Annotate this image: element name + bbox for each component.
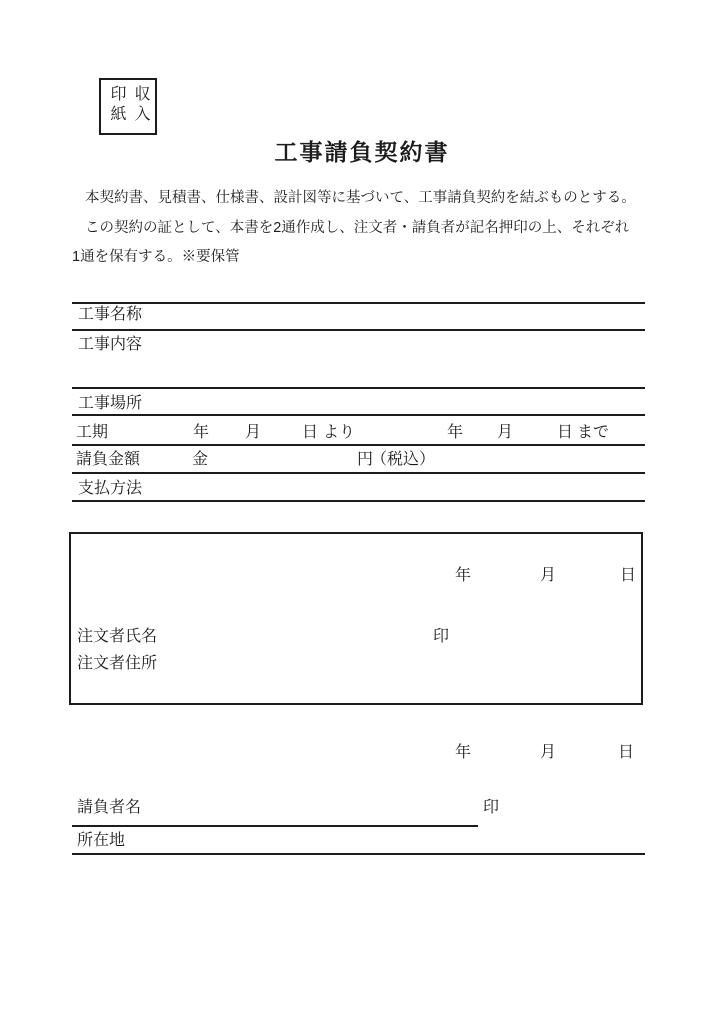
field-divider (72, 500, 645, 502)
intro-paragraph (72, 184, 652, 273)
field-divider (72, 302, 645, 304)
intro-line-1: 本契約書、見積書、仕様書、設計図等に基づいて、工事請負契約を結ぶものとする。 (85, 190, 636, 206)
orderer-date-day-label: 日 (620, 567, 637, 584)
revenue-stamp-box (99, 78, 157, 135)
work-location-label: 工事場所 (78, 395, 143, 412)
period-end-year-label: 年 (447, 424, 464, 441)
period-until-label: まで (577, 424, 610, 441)
period-from-label: より (323, 424, 356, 441)
work-name-label: 工事名称 (78, 306, 143, 323)
orderer-date-year-label: 年 (455, 567, 472, 584)
orderer-name-label: 注文者氏名 (77, 628, 158, 645)
period-start-year-label: 年 (193, 424, 210, 441)
period-end-day-label: 日 (557, 424, 574, 441)
orderer-seal-mark: 印 (433, 628, 450, 645)
contractor-seal-mark: 印 (483, 799, 500, 816)
amount-unit-label: 円 (357, 451, 374, 468)
document-title: 工事請負契約書 (274, 139, 450, 165)
field-divider (72, 444, 645, 446)
orderer-address-label: 注文者住所 (77, 655, 158, 672)
work-content-label: 工事内容 (78, 336, 143, 353)
amount-tax-note: （税込） (371, 451, 436, 468)
contractor-date-year-label: 年 (455, 744, 472, 761)
contractor-name-label: 請負者名 (77, 799, 142, 816)
contractor-address-label: 所在地 (77, 832, 126, 849)
intro-line-3: 1通を保有する。※要保管 (72, 249, 240, 265)
field-divider (72, 472, 645, 474)
field-divider (72, 414, 645, 416)
amount-prefix-label: 金 (192, 451, 209, 468)
payment-method-label: 支払方法 (78, 480, 143, 497)
revenue-stamp-label: 収入印紙 (108, 84, 149, 125)
contractor-name-underline (72, 825, 478, 827)
contractor-date-month-label: 月 (540, 744, 557, 761)
contract-amount-label: 請負金額 (76, 451, 141, 468)
field-divider (72, 387, 645, 389)
period-start-month-label: 月 (245, 424, 262, 441)
contractor-date-day-label: 日 (618, 744, 635, 761)
period-start-day-label: 日 (302, 424, 319, 441)
orderer-date-month-label: 月 (540, 567, 557, 584)
field-divider (72, 329, 645, 331)
intro-line-2: この契約の証として、本書を2通作成し、注文者・請負者が記名押印の上、それぞれ (85, 219, 630, 236)
work-period-label: 工期 (76, 424, 109, 441)
period-end-month-label: 月 (497, 424, 514, 441)
orderer-signature-box (69, 532, 643, 705)
contractor-address-underline (72, 853, 645, 855)
